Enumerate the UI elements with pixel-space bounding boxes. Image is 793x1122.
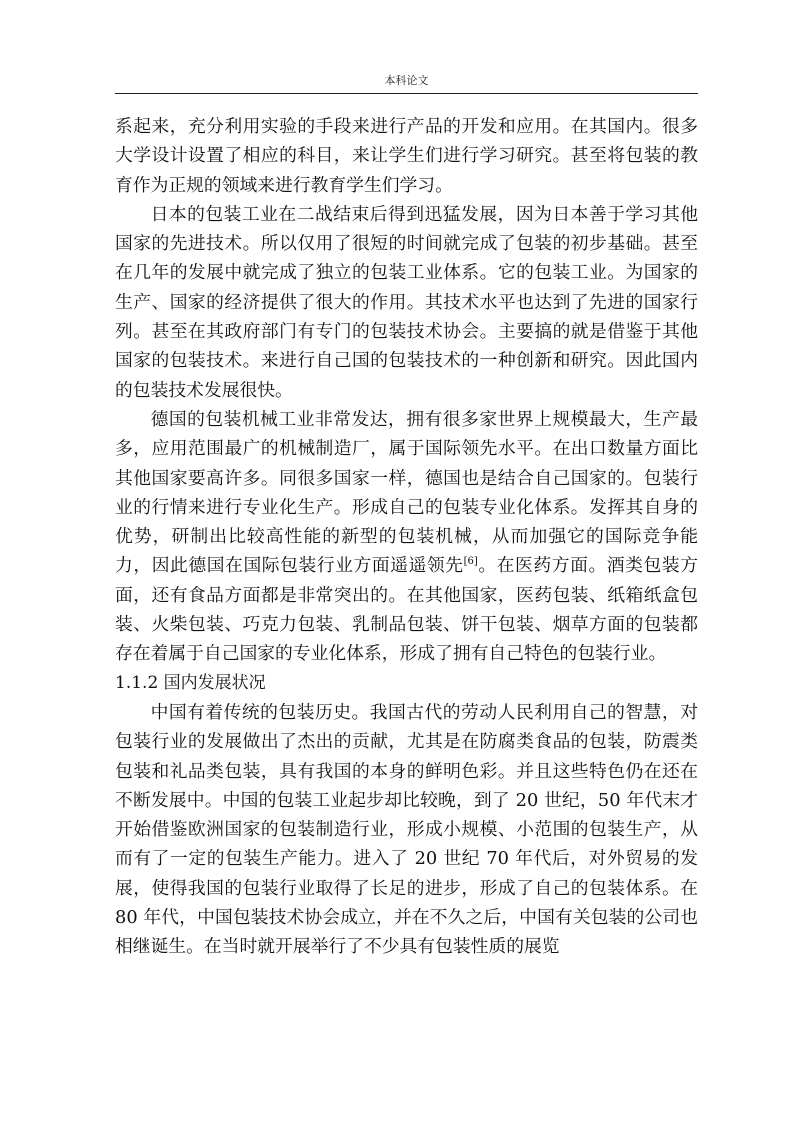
- citation-reference: [6]: [463, 556, 478, 568]
- header-rule: [115, 93, 698, 94]
- paragraph: 系起来，充分利用实验的手段来进行产品的开发和应用。在其国内。很多大学设计设置了相应的科目，来让学生们进行学习研究。甚至将包装的教育作为正规的领域来进行教育学生们学习。: [115, 116, 698, 196]
- paragraph: [115, 405, 698, 669]
- document-body: [115, 112, 698, 962]
- paragraph: 日本的包装工业在二战结束后得到迅猛发展，因为日本善于学习其他国家的先进技术。所以仅用了很短的时间就完成了包装的初步基础。甚至在几年的发展中就完成了独立的包装工业体系。它的包装工业。为国家的生产、国家的经济提供了很大的作用。其技术水平也达到了先进的国家行列。甚至在其政府部门有专门的包装技术协会。主要搞的就是借鉴于其他国家的包装技术。来进行自己国的包装技术的一种创新和研究。因此国内的包装技术发展很快。: [115, 203, 698, 401]
- section-heading: 1.1.2 国内发展状况: [115, 672, 266, 693]
- paragraph: 中国有着传统的包装历史。我国古代的劳动人民利用自己的智慧，对包装行业的发展做出了杰出的贡献，尤其是在防腐类食品的包装，防震类包装和礼品类包装，具有我国的本身的鲜明色彩。并且这些特色仍在还在不断发展中。中国的包装工业起步却比较晚，到了 20 世纪，50 年代末才开始借鉴欧洲国家的包装制造行业，形成小规模、小范围的包装生产，从而有了一定的包装生产能力。进入了 20 世纪 70 年代后，对外贸易的发展，使得我国的包装行业取得了长足的进步，形成了自己的包装体系。在 80 年代，中国包装技术协会成立，并在不久之后，中国有关包装的公司也相继诞生。在当时就开展举行了不少具有包装性质的展览: [115, 701, 698, 958]
- paragraph-text: 德国的包装机械工业非常发达，拥有很多家世界上规模最大，生产最多，应用范围最广的机械制造厂，属于国际领先水平。在出口数量方面比其他国家要高许多。同很多国家一样，德国也是结合自己国家的。包装行业的行情来进行专业化生产。形成自己的包装专业化体系。发挥其自身的优势，研制出比较高性能的新型的包装机械，从而加强它的国际竞争能力，因此德国在国际包装行业方面遥遥领先: [115, 408, 698, 577]
- paragraph-text: 。在医药方面。酒类包装方面，还有食品方面都是非常突出的。在其他国家，医药包装、纸箱纸盒包装、火柴包装、巧克力包装、乳制品包装、饼干包装、烟草方面的包装都存在着属于自己国家的专业化体系，形成了拥有自己特色的包装行业。: [115, 555, 698, 665]
- page-header: 本科论文: [384, 74, 429, 87]
